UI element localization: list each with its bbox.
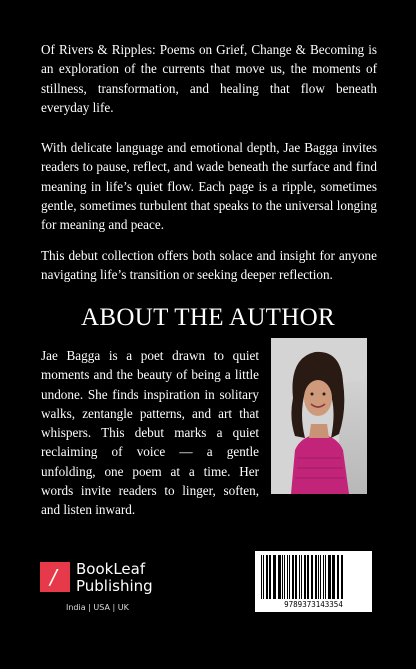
author-portrait-illustration (271, 338, 367, 494)
publisher-name (76, 561, 153, 595)
blurb-paragraph-1: Of Rivers & Ripples: Poems on Grief, Change & Becoming is an exploration of the currents that move us, the moments of stillness, transformation, and healing that flow beneath everyday life. (41, 42, 377, 115)
barcode-bars (259, 555, 368, 599)
about-author-heading: ABOUT THE AUTHOR (81, 304, 335, 331)
isbn-barcode (255, 551, 372, 612)
author-photo (271, 338, 367, 494)
author-bio: Jae Bagga is a poet drawn to quiet moments and the beauty of being a little undone. She finds inspiration in solitary walks, zentangle patterns, and art that whispers. This debut marks a quiet reclaiming of voice — a gentle unfolding, one poem at a time. Her words invite readers to linger, soften, and listen inward. (41, 348, 259, 518)
blurb-paragraph-2: With delicate language and emotional depth, Jae Bagga invites readers to pause, reflect, and wade beneath the surface and find meaning in life’s quiet flow. Each page is a ripple, sometimes gentle, sometimes turbulent that speaks to the universal longing for meaning and peace. (41, 140, 377, 233)
isbn-number: 9789373143354 (284, 600, 343, 609)
blurb-paragraph-3: This debut collection offers both solace and insight for anyone navigating life’s transition or seeking deeper reflection. (41, 248, 377, 283)
publisher-regions: India | USA | UK (66, 603, 129, 612)
publisher-name-line2: Publishing (76, 577, 153, 595)
bookleaf-logo-mark (40, 562, 70, 592)
publisher-name-line1: BookLeaf (76, 560, 146, 578)
logo-slash-glyph: / (50, 565, 57, 589)
